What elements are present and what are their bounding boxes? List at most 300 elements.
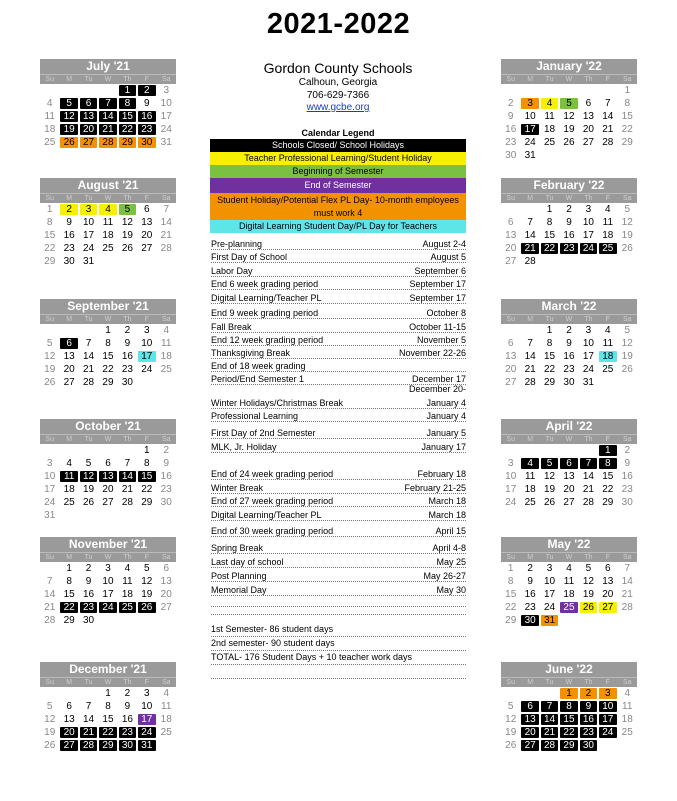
day-cell: 23: [560, 243, 577, 254]
day-cell: 5: [144, 563, 150, 574]
event-row: [211, 371, 466, 385]
day-cell: 26: [621, 243, 633, 254]
day-cell: 25: [560, 602, 577, 613]
day-cell: 20: [141, 230, 153, 241]
day-cell: 16: [621, 471, 633, 482]
weekday-header: [501, 434, 637, 444]
day-cell: 10: [44, 471, 56, 482]
day-cell: 7: [99, 98, 116, 109]
day-cell: 7: [163, 204, 170, 215]
day-cell: 10: [82, 217, 95, 228]
legend-item-semester-end: End of Semester: [210, 178, 466, 193]
day-cell: 30: [580, 740, 597, 751]
day-cell: 12: [44, 714, 56, 725]
day-cell: 5: [85, 458, 92, 469]
day-cell: 11: [60, 471, 77, 482]
weekday-label: Sa: [622, 316, 632, 323]
day-cell: 18: [102, 230, 114, 241]
day-grid: [40, 203, 176, 268]
event-date: August 2-4: [422, 239, 466, 249]
day-cell: 13: [521, 714, 538, 725]
event-row: [211, 425, 466, 439]
day-cell: 7: [580, 458, 597, 469]
page-title: 2021-2022: [266, 8, 411, 40]
day-cell: 28: [524, 256, 536, 267]
day-cell: 2: [527, 563, 533, 574]
day-cell: 14: [524, 230, 536, 241]
day-cell: 17: [582, 351, 594, 362]
day-cell: 19: [141, 589, 153, 600]
day-cell: 27: [563, 497, 575, 508]
day-cell: 9: [566, 217, 572, 228]
weekday-label: Tu: [545, 554, 554, 561]
empty-cell: [502, 445, 519, 456]
day-cell: 9: [124, 701, 131, 712]
day-cell: 20: [102, 484, 114, 495]
day-cell: 14: [621, 576, 633, 587]
day-cell: 18: [160, 351, 172, 362]
day-cell: 1: [105, 325, 111, 336]
weekday-label: Th: [584, 195, 593, 202]
day-cell: 9: [624, 458, 631, 469]
day-cell: 23: [580, 727, 597, 738]
day-cell: 22: [541, 243, 558, 254]
weekday-label: M: [527, 679, 534, 686]
weekday-label: M: [66, 679, 73, 686]
day-cell: 11: [102, 217, 114, 228]
day-cell: 22: [543, 364, 556, 375]
month-title: December '21: [40, 662, 176, 677]
day-cell: 31: [541, 615, 558, 626]
day-cell: 21: [582, 484, 594, 495]
weekday-label: Tu: [84, 76, 93, 83]
day-cell: 17: [102, 589, 114, 600]
weekday-header: [40, 193, 176, 203]
day-cell: 18: [524, 484, 536, 495]
event-label: End of 27 week grading period: [211, 496, 334, 506]
month-calendar: [40, 299, 176, 389]
weekday-label: Tu: [84, 679, 93, 686]
day-cell: 11: [602, 217, 614, 228]
event-date: May 30: [436, 585, 466, 595]
day-cell: 13: [141, 217, 153, 228]
day-cell: 16: [160, 471, 172, 482]
day-cell: 15: [102, 351, 114, 362]
weekday-header: [501, 677, 637, 687]
event-label: Winter Break: [211, 483, 264, 493]
legend-title: Calendar Legend: [301, 128, 375, 138]
day-cell: 11: [602, 338, 614, 349]
day-cell: 13: [582, 111, 594, 122]
day-cell: 21: [524, 364, 536, 375]
day-cell: 6: [585, 98, 592, 109]
day-cell: 21: [44, 602, 56, 613]
day-cell: 27: [582, 137, 594, 148]
day-cell: 31: [524, 150, 536, 161]
weekday-label: M: [527, 436, 534, 443]
month-calendar: [501, 537, 637, 627]
weekday-label: Tu: [84, 436, 93, 443]
event-label: Memorial Day: [211, 585, 267, 595]
day-cell: 30: [505, 150, 517, 161]
day-grid: [501, 444, 637, 509]
weekday-label: Sa: [161, 679, 171, 686]
day-cell: 15: [138, 471, 155, 482]
day-cell: 27: [505, 256, 517, 267]
day-cell: 23: [563, 364, 575, 375]
day-cell: 3: [507, 458, 514, 469]
empty-cell: [521, 85, 538, 96]
day-grid: [501, 84, 637, 162]
empty-cell: [502, 85, 519, 96]
empty-cell: [541, 688, 558, 699]
legend-item-semester-begin: Beginning of Semester: [210, 165, 466, 178]
day-cell: 12: [505, 714, 517, 725]
day-cell: 23: [621, 484, 633, 495]
day-cell: 6: [521, 701, 538, 712]
day-cell: 21: [121, 484, 133, 495]
day-cell: 16: [121, 714, 133, 725]
day-cell: 28: [524, 377, 536, 388]
event-date: May 25: [436, 557, 466, 567]
day-cell: 28: [80, 740, 97, 751]
day-cell: 13: [80, 111, 97, 122]
day-cell: 19: [543, 484, 556, 495]
day-cell: 20: [160, 589, 172, 600]
weekday-label: Tu: [84, 195, 93, 202]
day-cell: 17: [44, 484, 56, 495]
day-cell: 8: [66, 576, 72, 587]
event-row: [211, 408, 466, 422]
empty-cell: [41, 688, 58, 699]
day-cell: 4: [163, 325, 170, 336]
day-cell: 15: [505, 589, 517, 600]
day-cell: 27: [599, 602, 616, 613]
empty-cell: [60, 325, 77, 336]
month-calendar: [501, 419, 637, 509]
day-cell: 3: [599, 688, 616, 699]
day-cell: 8: [624, 98, 631, 109]
day-cell: 21: [82, 364, 95, 375]
day-cell: 3: [585, 204, 592, 215]
empty-cell: [580, 445, 597, 456]
weekday-header: [40, 314, 176, 324]
legend-item-closed: Schools Closed/ School Holidays: [210, 139, 466, 152]
empty-cell: [580, 85, 597, 96]
day-cell: 8: [46, 217, 53, 228]
event-date: January 4: [426, 398, 466, 408]
day-cell: 24: [505, 497, 517, 508]
day-cell: 8: [144, 458, 150, 469]
day-cell: 26: [82, 497, 95, 508]
day-cell: 24: [580, 243, 597, 254]
weekday-label: Su: [45, 76, 54, 83]
event-label: First Day of 2nd Semester: [211, 428, 316, 438]
day-grid: [501, 687, 637, 752]
event-date: November 22-26: [398, 348, 466, 358]
day-cell: 25: [63, 497, 75, 508]
weekday-label: W: [565, 76, 573, 83]
empty-cell: [99, 445, 116, 456]
day-cell: 13: [99, 471, 116, 482]
event-row: [211, 276, 466, 290]
day-cell: 10: [141, 338, 153, 349]
day-cell: 30: [521, 615, 538, 626]
day-cell: 9: [124, 338, 131, 349]
day-cell: 23: [121, 364, 133, 375]
day-cell: 1: [105, 688, 111, 699]
legend-item-flex-pl: Student Holiday/Potential Flex PL Day- 10-month employees must work 4: [210, 193, 466, 220]
month-title: June '22: [501, 662, 637, 677]
day-cell: 5: [60, 98, 77, 109]
event-row: [211, 480, 466, 494]
day-cell: 8: [105, 338, 111, 349]
day-cell: 10: [599, 701, 616, 712]
day-cell: 12: [543, 471, 556, 482]
weekday-label: W: [565, 554, 573, 561]
day-cell: 24: [524, 137, 536, 148]
day-cell: 14: [99, 111, 116, 122]
day-cell: 26: [505, 740, 517, 751]
day-cell: 2: [566, 325, 572, 336]
legend-item-digital-learning: Digital Learning Student Day/PL Day for Teachers: [210, 220, 466, 233]
day-cell: 13: [63, 714, 75, 725]
day-cell: 5: [46, 338, 53, 349]
day-cell: 28: [621, 602, 633, 613]
event-row: [211, 236, 466, 250]
day-cell: 18: [543, 124, 556, 135]
day-cell: 11: [524, 471, 536, 482]
day-cell: 22: [505, 602, 517, 613]
day-cell: 21: [99, 124, 116, 135]
day-cell: 3: [105, 563, 111, 574]
empty-cell: [80, 688, 97, 699]
day-cell: 21: [80, 727, 97, 738]
day-cell: 28: [44, 615, 56, 626]
event-row: [211, 582, 466, 596]
day-cell: 26: [563, 137, 575, 148]
day-cell: 30: [82, 615, 95, 626]
weekday-label: M: [527, 195, 534, 202]
day-cell: 2: [624, 445, 631, 456]
day-cell: 11: [44, 111, 55, 122]
day-cell: 31: [82, 256, 95, 267]
weekday-label: Th: [123, 316, 132, 323]
weekday-label: Su: [506, 436, 515, 443]
day-cell: 7: [605, 98, 611, 109]
day-cell: 29: [602, 497, 614, 508]
weekday-header: [501, 74, 637, 84]
day-cell: 3: [144, 688, 150, 699]
empty-cell: [521, 204, 538, 215]
day-cell: 28: [99, 137, 116, 148]
legend-item-teacher-pl: Teacher Professional Learning/Student Holiday: [210, 152, 466, 165]
day-cell: 28: [602, 137, 614, 148]
day-cell: 12: [563, 111, 575, 122]
event-row: [211, 568, 466, 582]
day-cell: 19: [505, 727, 517, 738]
day-cell: 27: [521, 740, 538, 751]
empty-cell: [60, 85, 77, 96]
event-row: [211, 384, 466, 409]
day-cell: 8: [105, 701, 111, 712]
day-cell: 22: [141, 484, 153, 495]
empty-cell: [502, 688, 519, 699]
month-calendar: [501, 178, 637, 268]
event-date: February 18: [417, 469, 466, 479]
day-cell: 22: [119, 124, 136, 135]
day-cell: 9: [163, 458, 170, 469]
event-date-start: December 20-: [408, 384, 466, 394]
weekday-label: F: [605, 195, 610, 202]
day-cell: 5: [541, 458, 558, 469]
summary-semester-2: 2nd semester- 90 student days: [211, 638, 466, 651]
weekday-header: [501, 552, 637, 562]
event-date: September 17: [409, 279, 466, 289]
day-cell: 20: [60, 727, 77, 738]
day-cell: 15: [543, 351, 556, 362]
day-cell: 11: [563, 576, 575, 587]
day-cell: 18: [563, 589, 575, 600]
day-cell: 8: [560, 701, 577, 712]
day-cell: 14: [524, 351, 536, 362]
weekday-label: W: [104, 436, 112, 443]
empty-cell: [99, 85, 116, 96]
day-cell: 2: [124, 688, 131, 699]
day-cell: 26: [60, 137, 77, 148]
day-cell: 31: [138, 740, 155, 751]
weekday-label: M: [527, 76, 534, 83]
day-cell: 6: [144, 204, 150, 215]
weekday-header: [40, 552, 176, 562]
event-date: March 18: [428, 496, 466, 506]
weekday-label: W: [565, 316, 573, 323]
weekday-label: M: [66, 76, 73, 83]
day-cell: 10: [543, 576, 556, 587]
weekday-label: F: [605, 554, 610, 561]
day-cell: 22: [99, 727, 116, 738]
day-cell: 25: [119, 602, 136, 613]
day-cell: 12: [141, 576, 153, 587]
day-cell: 19: [621, 351, 633, 362]
day-cell: 13: [505, 230, 517, 241]
day-cell: 2: [163, 445, 170, 456]
day-grid: [40, 444, 176, 522]
day-cell: 15: [63, 589, 75, 600]
day-cell: 19: [121, 230, 133, 241]
day-cell: 6: [80, 98, 97, 109]
event-row: [211, 249, 466, 263]
day-cell: 30: [63, 256, 75, 267]
day-cell: 4: [541, 98, 558, 109]
weekday-label: Th: [123, 195, 132, 202]
day-cell: 16: [121, 351, 133, 362]
day-cell: 29: [560, 740, 577, 751]
day-cell: 1: [624, 85, 631, 96]
event-label: End of 24 week grading period: [211, 469, 334, 479]
day-cell: 4: [46, 98, 53, 109]
day-cell: 28: [160, 243, 172, 254]
weekday-label: Sa: [161, 554, 171, 561]
day-cell: 13: [602, 576, 614, 587]
empty-cell: [521, 688, 538, 699]
day-cell: 27: [80, 137, 97, 148]
day-cell: 18: [599, 351, 616, 362]
day-cell: 11: [161, 338, 172, 349]
day-cell: 27: [102, 497, 114, 508]
day-cell: 17: [543, 589, 556, 600]
district-website-link[interactable]: www.gcbe.org: [306, 102, 370, 113]
day-cell: 28: [541, 740, 558, 751]
day-cell: 24: [44, 497, 56, 508]
day-cell: 5: [46, 701, 53, 712]
day-cell: 30: [119, 740, 136, 751]
day-cell: 9: [527, 576, 533, 587]
weekday-label: F: [605, 436, 610, 443]
weekday-label: Su: [45, 195, 54, 202]
month-title: July '21: [40, 59, 176, 74]
day-cell: 1: [546, 204, 553, 215]
day-cell: 7: [624, 563, 631, 574]
day-cell: 20: [602, 589, 614, 600]
day-cell: 6: [560, 458, 577, 469]
day-cell: 29: [99, 740, 116, 751]
day-cell: 29: [505, 615, 517, 626]
weekday-label: Su: [506, 554, 515, 561]
day-cell: 4: [566, 563, 572, 574]
day-cell: 6: [163, 563, 170, 574]
day-cell: 15: [602, 471, 614, 482]
day-cell: 23: [119, 727, 136, 738]
day-grid: [501, 203, 637, 268]
event-row: [211, 332, 466, 346]
day-cell: 5: [119, 204, 136, 215]
weekday-label: Sa: [622, 554, 632, 561]
day-cell: 17: [82, 230, 95, 241]
day-cell: 12: [621, 338, 633, 349]
month-title: September '21: [40, 299, 176, 314]
weekday-label: Tu: [84, 316, 93, 323]
weekday-label: M: [527, 554, 534, 561]
day-cell: 23: [63, 243, 75, 254]
month-calendar: [501, 662, 637, 752]
day-cell: 25: [102, 243, 114, 254]
day-cell: 24: [82, 243, 95, 254]
day-cell: 17: [521, 124, 538, 135]
day-cell: 26: [580, 602, 597, 613]
day-cell: 18: [160, 714, 172, 725]
day-cell: 4: [99, 204, 116, 215]
month-title: October '21: [40, 419, 176, 434]
weekday-label: W: [104, 76, 112, 83]
day-cell: 3: [163, 85, 170, 96]
month-title: August '21: [40, 178, 176, 193]
day-cell: 17: [160, 111, 172, 122]
summary-total: TOTAL- 176 Student Days + 10 teacher work days: [211, 652, 466, 665]
summary-semester-1: 1st Semester- 86 student days: [211, 624, 466, 637]
event-label: MLK, Jr. Holiday: [211, 442, 277, 452]
event-date: November 5: [416, 335, 466, 345]
empty-cell: [521, 445, 538, 456]
day-cell: 27: [63, 377, 75, 388]
day-cell: 26: [138, 602, 155, 613]
day-cell: 18: [44, 124, 56, 135]
event-row: [211, 523, 466, 537]
month-title: November '21: [40, 537, 176, 552]
weekday-label: W: [104, 195, 112, 202]
empty-cell: [41, 563, 58, 574]
empty-cell: [502, 204, 519, 215]
